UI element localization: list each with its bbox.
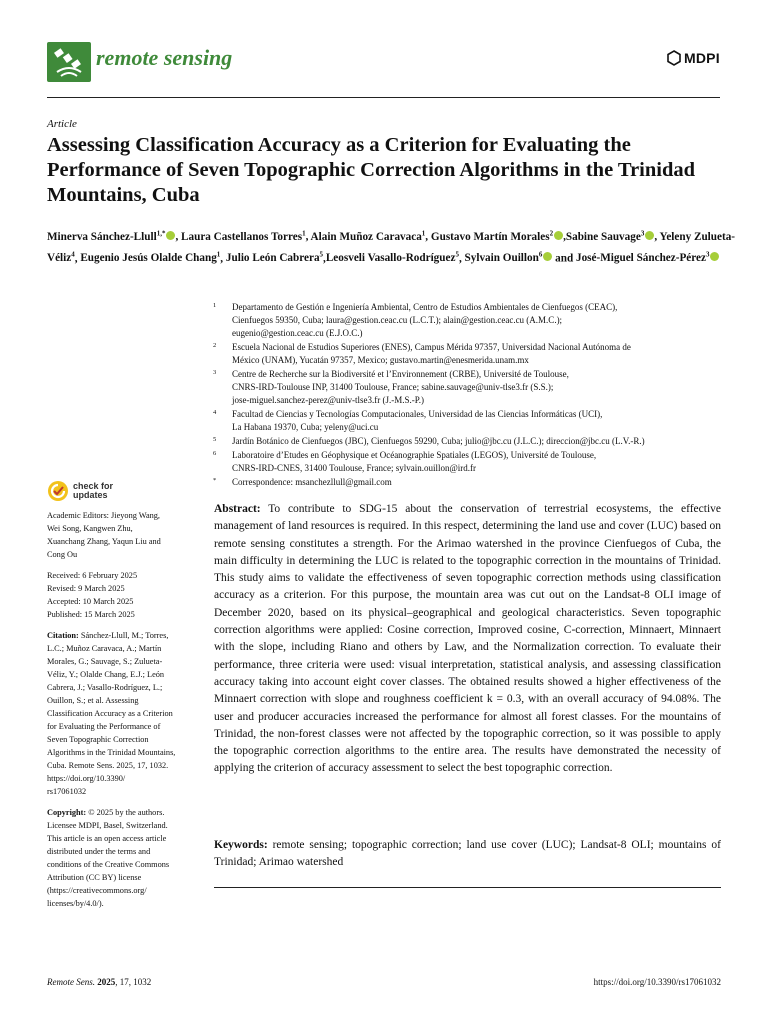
sidebar-line: This article is an open access article xyxy=(47,834,167,843)
sidebar-line: https://doi.org/10.3390/ xyxy=(47,774,126,783)
author-name: Julio León Cabrera xyxy=(225,252,320,265)
author-affiliation-marker: 1 xyxy=(216,250,221,259)
publisher-logo xyxy=(667,50,720,66)
affiliation-line: México (UNAM), Yucatán 97357, Mexico; gustavo.martin@enesmerida.unam.mx xyxy=(232,355,529,366)
author[interactable] xyxy=(80,252,220,264)
author-separator: , xyxy=(305,230,311,243)
article-sidebar xyxy=(47,509,199,918)
article-type: Article xyxy=(47,118,77,130)
sidebar-line: Morales, G.; Sauvage, S.; Zulueta- xyxy=(47,657,163,666)
affiliation-item xyxy=(213,368,733,408)
affiliation-line: Facultad de Ciencias y Tecnologías Computacionales, Universidad de las Ciencias Informáticas (UCI), xyxy=(232,409,603,420)
author[interactable] xyxy=(431,231,563,243)
author-affiliation-marker: 4 xyxy=(71,250,75,259)
author[interactable] xyxy=(465,252,553,264)
author-affiliation-marker: 2 xyxy=(549,229,554,237)
affiliation-line: eugenio@gestion.ceac.cu (E.J.O.C.) xyxy=(232,328,363,339)
author-name: Sabine Sauvage xyxy=(565,230,641,243)
affiliation-line: CNRS-IRD-Toulouse INP, 31400 Toulouse, France; sabine.sauvage@univ-tlse3.fr (S.S.); xyxy=(232,382,554,393)
affiliation-number: 3 xyxy=(213,369,217,377)
sidebar-line: Received: 6 February 2025 xyxy=(47,571,138,580)
author-affiliation-marker: 1 xyxy=(421,229,426,237)
sidebar-line xyxy=(47,806,199,819)
author-affiliation-marker: 5 xyxy=(455,250,459,259)
publication-dates xyxy=(47,569,199,621)
author[interactable] xyxy=(566,231,654,243)
author-name: Alain Muñoz Caravaca xyxy=(310,230,422,243)
footer-journal-abbr: Remote Sens. xyxy=(47,977,95,987)
affiliation-line: CNRS-IRD-CNES, 31400 Toulouse, France; sylvain.ouillon@ird.fr xyxy=(232,462,476,473)
affiliation-line: Centre de Recherche sur la Biodiversité et l’Environnement (CRBE), Université de Toulouse, xyxy=(232,369,569,380)
affiliation-number: * xyxy=(213,476,217,484)
affiliation-number: 4 xyxy=(213,409,217,417)
sidebar-line: rs17061032 xyxy=(47,787,87,796)
sidebar-line: Véliz, Y.; Olalde Chang, E.J.; León xyxy=(47,670,165,679)
author-list xyxy=(47,224,737,267)
affiliation-item xyxy=(213,341,733,367)
affiliation-number: 5 xyxy=(213,436,217,444)
affiliation-line: Escuela Nacional de Estudios Superiores (ENES), Campus Mérida 97357, Universidad Nacional Autónoma de xyxy=(232,342,631,353)
author-name: Leosveli Vasallo-Rodríguez xyxy=(325,252,456,265)
affiliation-item xyxy=(213,435,733,448)
affiliation-number: 2 xyxy=(213,342,217,350)
author-separator: , xyxy=(654,230,660,243)
sidebar-line: distributed under the terms and xyxy=(47,847,151,856)
sidebar-line: Accepted: 10 March 2025 xyxy=(47,597,134,606)
footer-citation xyxy=(47,977,151,987)
footer-year: 2025 xyxy=(97,977,116,987)
abstract xyxy=(214,501,721,778)
sidebar-line: Cong Ou xyxy=(47,550,78,559)
author-separator: , xyxy=(220,252,226,265)
sidebar-line xyxy=(47,629,199,642)
author-name: José-Miguel Sánchez-Pérez xyxy=(575,252,706,265)
author-affiliation-marker: 3 xyxy=(640,229,645,237)
affiliation-line: Cienfuegos 59350, Cuba; laura@gestion.ceac.cu (L.C.T.); alain@gestion.ceac.cu (A.M.C.); xyxy=(232,315,563,326)
copyright xyxy=(47,806,199,910)
sidebar-label: Copyright: xyxy=(47,808,87,817)
author-name: Yeleny Zulueta-Véliz xyxy=(47,230,736,265)
abstract-label: Abstract: xyxy=(214,503,261,515)
author-separator: and xyxy=(552,252,576,265)
academic-editors xyxy=(47,509,199,561)
author[interactable] xyxy=(576,252,719,264)
author[interactable] xyxy=(311,231,426,243)
sidebar-line: Published: 15 March 2025 xyxy=(47,610,135,619)
sidebar-line: licenses/by/4.0/). xyxy=(47,899,104,908)
footer-volume-page: , 17, 1032 xyxy=(115,977,152,987)
author-separator: , xyxy=(323,252,326,265)
sidebar-line: Ouillon, S.; et al. Assessing xyxy=(47,696,139,705)
publisher-name: MDPI xyxy=(684,50,720,66)
author-separator: , xyxy=(425,230,431,243)
sidebar-text: © 2025 by the authors. xyxy=(86,808,165,817)
sidebar-label: Citation: xyxy=(47,631,79,640)
author-separator: , xyxy=(563,230,566,243)
affiliation-item xyxy=(213,301,733,341)
author[interactable] xyxy=(47,231,175,243)
author-affiliation-marker: 1,* xyxy=(156,229,166,237)
sidebar-line: Wei Song, Kangwen Zhu, xyxy=(47,524,133,533)
sidebar-line: Cabrera, J.; Vasallo-Rodríguez, L.; xyxy=(47,683,163,692)
journal-name: remote sensing xyxy=(96,45,233,70)
keywords xyxy=(214,837,721,872)
sidebar-line: Cuba. Remote Sens. 2025, 17, 1032. xyxy=(47,761,169,770)
check-updates-line2: updates xyxy=(73,490,108,500)
abstract-text: To contribute to SDG-15 about the conservation of terrestrial ecosystems, the effective management of land resources is required. In this respect, determining the land use and cover (LUC) based on remote sensing constitutes a strength. For the Arimao watershed in the province Cienfuegos of Cuba, the main difficulty in determining the LUC is related to the topographic correction in the mountains of Trinidad. This study aims to validate the effectiveness of seven topographic correction methods using classification accuracy as a criterion. For this purpose, the mountain area was cut out on the Landsat-8 OLI image of December 2020, based on its physical–geographical and geological characteristics. Seven topographic correction algorithms were applied: Cosine correction, Improved cosine, C-correction, Minnaert, Minnaert with the slope, including Riano and others by Law, and the Normalization correction. To evaluate their performance, three criteria were used: visual interpretation, statistical analysis, and assessing classification accuracy taking into account eight cover classes. The obtained results showed a higher effectiveness of the Minnaert correction with slope and roughness coefficient k = 0.3, with an overall accuracy of 94.08%. The user and producer accuracies increased the performance for almost all forest classes. For the mountains of Trinidad, the non-forest classes were not affected by the topographic correction, so it was possible to apply the topographic correction algorithms to the entire area. The results have demonstrated the necessity of applying the criterion of accuracy assessment to select the best topographic correction. xyxy=(214,503,721,775)
keywords-text: remote sensing; topographic correction; land use cover (LUC); Landsat-8 OLI; mountains of Trinidad; Arimao watershed xyxy=(214,839,721,869)
mdpi-hexagon-icon xyxy=(667,50,681,66)
sidebar-line: L.C.; Muñoz Caravaca, A.; Martín xyxy=(47,644,162,653)
author-affiliation-marker: 6 xyxy=(538,250,543,259)
affiliation-line: Jardín Botánico de Cienfuegos (JBC), Cienfuegos 59290, Cuba; julio@jbc.cu (J.L.C.); direccion@jbc.cu (L.V.-R.) xyxy=(232,436,645,447)
affiliation-number: 6 xyxy=(213,449,217,457)
affiliation-line: La Habana 19370, Cuba; yeleny@uci.cu xyxy=(232,422,379,433)
sidebar-line: for Evaluating the Performance of xyxy=(47,722,161,731)
author-name: Sylvain Ouillon xyxy=(464,252,539,265)
sidebar-line: Revised: 9 March 2025 xyxy=(47,584,125,593)
author-name: Gustavo Martín Morales xyxy=(430,230,550,243)
affiliation-item xyxy=(213,449,733,475)
affiliation-line: Laboratoire d’Etudes en Géophysique et Océanographie Spatiales (LEGOS), Université de Toulouse, xyxy=(232,449,597,460)
author-separator: , xyxy=(458,252,465,265)
affiliation-line: jose-miguel.sanchez-perez@univ-tlse3.fr (J.-M.S.-P.) xyxy=(232,395,424,406)
sidebar-line: Algorithms in the Trinidad Mountains, xyxy=(47,748,176,757)
affiliation-line: Departamento de Gestión e Ingeniería Ambiental, Centro de Estudios Ambientales de Cienfuegos (CEAC), xyxy=(232,302,618,312)
author-name: Laura Castellanos Torres xyxy=(181,230,303,243)
sidebar-line: Academic Editors: Jieyong Wang, xyxy=(47,511,161,520)
sidebar-line: conditions of the Creative Commons xyxy=(47,860,170,869)
affiliation-line: Correspondence: msanchezllull@gmail.com xyxy=(232,476,392,487)
sidebar-line: Licensee MDPI, Basel, Switzerland. xyxy=(47,821,168,830)
sidebar-line: Seven Topographic Correction xyxy=(47,735,149,744)
author[interactable] xyxy=(181,231,306,243)
check-for-updates-badge[interactable] xyxy=(47,480,113,502)
sidebar-line: Classification Accuracy as a Criterion xyxy=(47,709,173,718)
author-affiliation-marker: 1 xyxy=(302,229,306,237)
footer-doi-link[interactable]: https://doi.org/10.3390/rs17061032 xyxy=(593,977,721,987)
sidebar-line: Attribution (CC BY) license xyxy=(47,873,142,882)
author-separator: , xyxy=(74,252,81,265)
header-divider xyxy=(47,97,720,98)
article-title: Assessing Classification Accuracy as a Criterion for Evaluating the Performance of Seven Topographic Correction Algorithms in the Trinidad Mountains, Cuba xyxy=(47,134,696,206)
journal-logo xyxy=(47,42,91,82)
orcid-icon[interactable] xyxy=(645,231,654,240)
sidebar-line: Xuanchang Zhang, Yaqun Liu and xyxy=(47,537,161,546)
sidebar-text: Sánchez-Llull, M.; Torres, xyxy=(78,631,169,640)
affiliation-number: 1 xyxy=(213,302,217,309)
sidebar-line: (https://creativecommons.org/ xyxy=(47,886,147,895)
author-separator: , xyxy=(175,230,182,243)
satellite-icon xyxy=(47,42,91,82)
check-updates-line1: check for xyxy=(73,481,114,491)
orcid-icon[interactable] xyxy=(543,252,552,261)
author[interactable] xyxy=(226,252,323,264)
orcid-icon[interactable] xyxy=(710,252,719,261)
keywords-label: Keywords: xyxy=(214,839,268,851)
affiliation-item xyxy=(213,476,733,489)
check-updates-icon xyxy=(47,480,69,502)
author-affiliation-marker: 3 xyxy=(705,250,710,259)
author[interactable] xyxy=(326,252,459,264)
abstract-divider xyxy=(214,887,721,888)
citation xyxy=(47,629,199,798)
affiliations xyxy=(213,301,733,489)
author-name: Minerva Sánchez-Llull xyxy=(47,230,157,243)
author-affiliation-marker: 5 xyxy=(319,250,324,259)
author-name: Eugenio Jesús Olalde Chang xyxy=(80,252,217,265)
affiliation-item xyxy=(213,408,733,434)
orcid-icon[interactable] xyxy=(554,231,563,240)
